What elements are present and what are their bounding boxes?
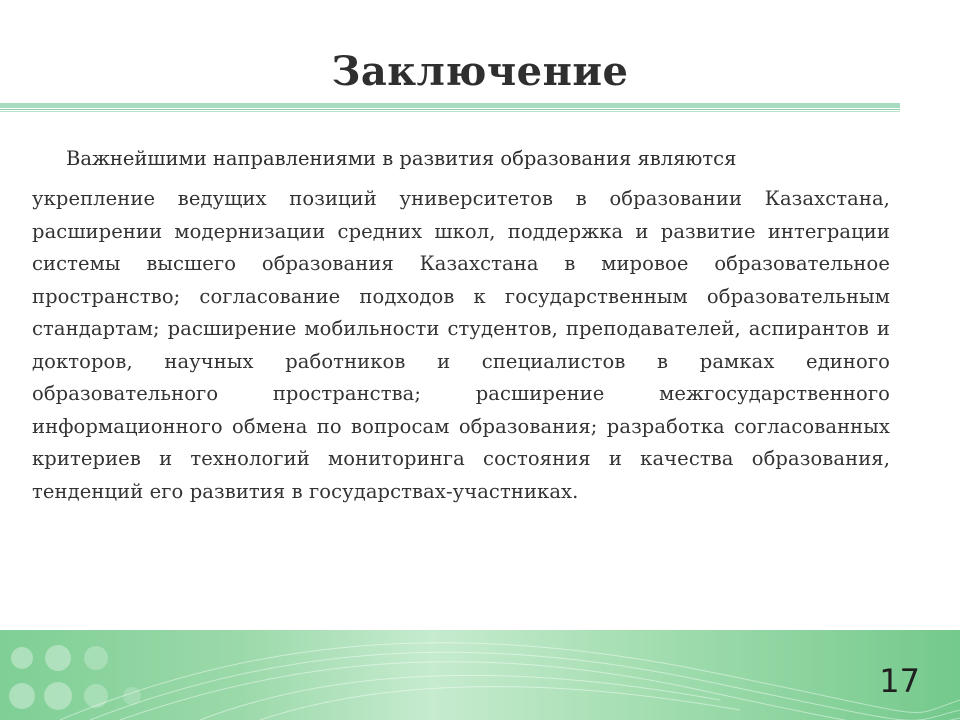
footer-pattern — [0, 630, 960, 720]
title-underline-thin — [0, 109, 900, 110]
title-underline — [0, 103, 900, 108]
body-paragraph: укрепление ведущих позиций университетов в образовании Казахстана, расширении модернизации средних школ, поддержка и развитие интеграции системы высшего образования Казахстана в мировое образовательное пространство; согласование подходов к государственным образовательным стандартам; расширение мобильности студентов, преподавателей, аспирантов и докторов, научных работников и специалистов в рамках единого образовательного пространства; расширение межгосударственного информационного обмена по вопросам образования; разработка согласованных критериев и технологий мониторинга состояния и качества образования, тенденций его развития в государствах-участниках. — [32, 187, 890, 503]
dot-pattern — [9, 645, 141, 710]
page-number: 17 — [879, 662, 920, 700]
slide-title: Заключение — [331, 48, 629, 95]
swoosh-lines — [60, 643, 960, 720]
title-underline-thin-2 — [0, 111, 900, 112]
footer-decoration — [0, 630, 960, 720]
lead-paragraph: Важнейшими направлениями в развития образования являются — [66, 147, 737, 170]
